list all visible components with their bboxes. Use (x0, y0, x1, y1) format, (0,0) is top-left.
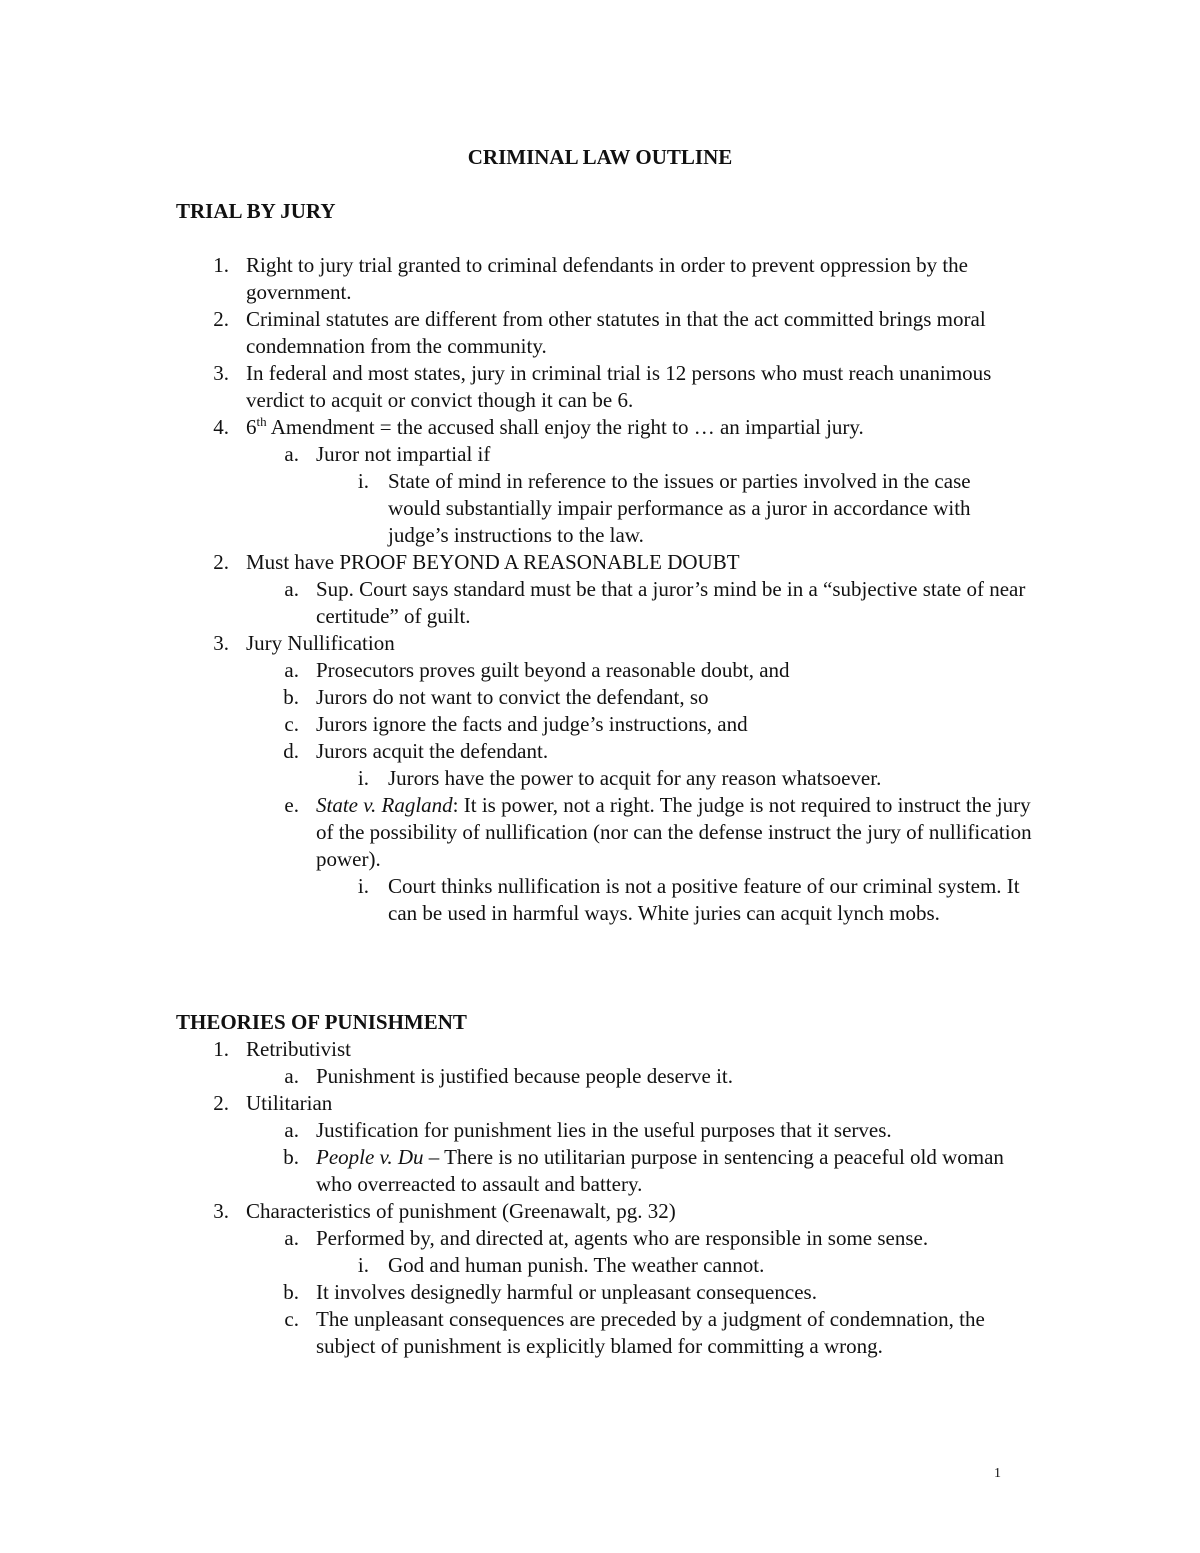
page-number: 1 (994, 1466, 1001, 1481)
list-marker: c. (284, 1307, 299, 1331)
list-item-text: Court thinks nullification is not a positive feature of our criminal system. It can be used in harmful ways. White juries can acquit lynch mobs. (388, 874, 1020, 925)
list-marker: a. (284, 1064, 299, 1088)
list-marker: a. (284, 1118, 299, 1142)
list-marker: 1. (213, 1037, 229, 1061)
list-item-text: Must have PROOF BEYOND A REASONABLE DOUBT (246, 550, 740, 574)
document-title: CRIMINAL LAW OUTLINE (467, 145, 733, 169)
list-item-text: Punishment is justified because people deserve it. (316, 1064, 733, 1088)
list-item-text: Utilitarian (246, 1091, 333, 1115)
list-item-text (246, 414, 1036, 441)
list-marker: 2. (213, 1091, 229, 1115)
list-marker: c. (284, 712, 299, 736)
list-item-text (316, 792, 1036, 873)
list-item-text-rest: Amendment = the accused shall enjoy the right to … an impartial jury. (266, 415, 864, 439)
list-marker: 1. (213, 253, 229, 277)
list-item-text: In federal and most states, jury in criminal trial is 12 persons who must reach unanimous verdict to acquit or convict though it can be 6. (246, 361, 992, 412)
list-item-text: Justification for punishment lies in the useful purposes that it serves. (316, 1118, 892, 1142)
list-item-text: Juror not impartial if (316, 442, 491, 466)
section-heading-trial-by-jury: TRIAL BY JURY (176, 199, 336, 223)
list-item-text (316, 1144, 1036, 1198)
list-marker: a. (284, 442, 299, 466)
case-name: People v. Du (316, 1145, 424, 1169)
list-item-text: Performed by, and directed at, agents who are responsible in some sense. (316, 1226, 929, 1250)
list-marker: a. (284, 577, 299, 601)
list-marker: 2. (213, 307, 229, 331)
list-marker: 4. (213, 415, 229, 439)
list-item-text: Jury Nullification (246, 631, 395, 655)
list-item-text-rest: : It is power, not a right. The judge is not required to instruct the jury of the possibility of nullification (nor can the defense instruct the jury of nullification power). (316, 793, 1032, 871)
list-marker: 3. (213, 1199, 229, 1223)
list-item-text: The unpleasant consequences are preceded by a judgment of condemnation, the subject of punishment is explicitly blamed for committing a wrong. (316, 1307, 985, 1358)
list-item-text: Characteristics of punishment (Greenawalt, pg. 32) (246, 1199, 676, 1223)
list-marker: e. (284, 793, 299, 817)
list-item-text: It involves designedly harmful or unpleasant consequences. (316, 1280, 817, 1304)
list-marker: i. (357, 766, 369, 790)
list-marker: b. (283, 685, 299, 709)
list-marker: b. (283, 1280, 299, 1304)
list-item-text: Jurors do not want to convict the defendant, so (316, 685, 709, 709)
list-marker: i. (357, 874, 369, 898)
list-item-text: State of mind in reference to the issues or parties involved in the case would substantially impair performance as a juror in accordance with judge’s instructions to the law. (388, 469, 971, 547)
list-item-text: Right to jury trial granted to criminal defendants in order to prevent oppression by the government. (246, 253, 968, 304)
list-marker: a. (284, 1226, 299, 1250)
list-item-text: Criminal statutes are different from other statutes in that the act committed brings moral condemnation from the community. (246, 307, 986, 358)
list-item-text: Retributivist (246, 1037, 351, 1061)
list-item-text-rest: – There is no utilitarian purpose in sentencing a peaceful old woman who overreacted to assault and battery. (316, 1145, 1004, 1196)
amendment-number: 6 (246, 415, 257, 439)
list-marker: b. (283, 1145, 299, 1169)
ordinal-suffix: th (256, 414, 267, 429)
list-marker: 2. (213, 550, 229, 574)
list-marker: i. (357, 469, 369, 493)
list-item-text: Jurors acquit the defendant. (316, 739, 549, 763)
list-marker: 3. (213, 361, 229, 385)
list-item-text: Jurors ignore the facts and judge’s instructions, and (316, 712, 748, 736)
list-item-text: Sup. Court says standard must be that a juror’s mind be in a “subjective state of near certitude” of guilt. (316, 577, 1026, 628)
list-marker: 3. (213, 631, 229, 655)
list-marker: i. (357, 1253, 369, 1277)
list-item-text: God and human punish. The weather cannot. (388, 1253, 765, 1277)
list-item-text: Prosecutors proves guilt beyond a reasonable doubt, and (316, 658, 790, 682)
section-heading-theories-of-punishment: THEORIES OF PUNISHMENT (176, 1010, 467, 1034)
list-marker: a. (284, 658, 299, 682)
list-item-text: Jurors have the power to acquit for any reason whatsoever. (388, 766, 882, 790)
case-name: State v. Ragland (316, 793, 453, 817)
list-marker: d. (283, 739, 299, 763)
